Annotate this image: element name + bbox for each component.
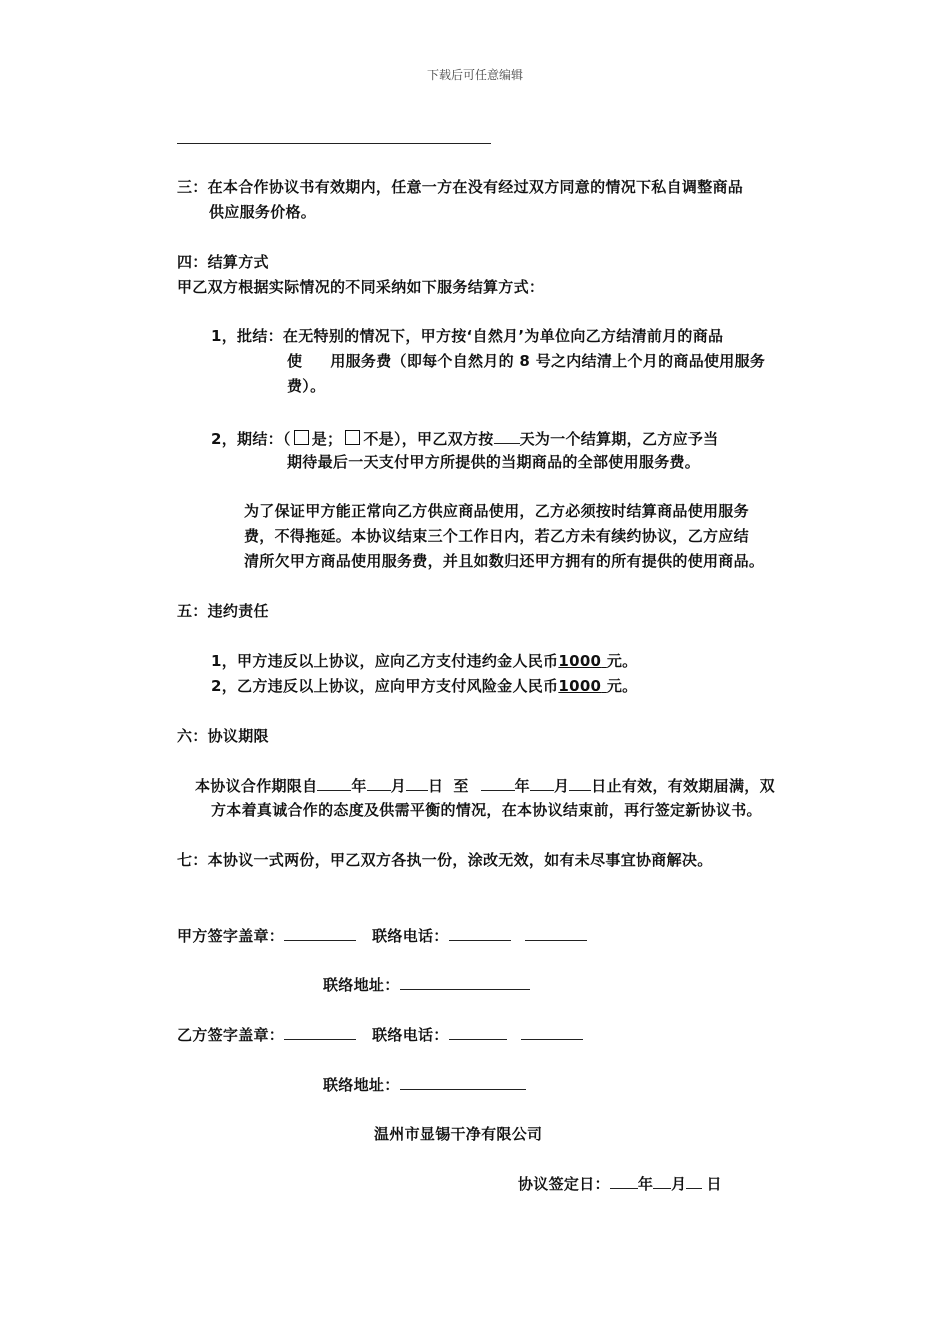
settlement-item-1-line-3: 费）。 (287, 377, 326, 395)
settlement-item-1-line-1: 1，批结：在无特别的情况下，甲方按‘自然月’为单位向乙方结清前月的商品 (211, 327, 724, 345)
term-to: 至 (453, 777, 469, 795)
settlement-item-2-prefix: 2，期结：（ (211, 430, 291, 448)
signing-day-label: 日 (706, 1175, 722, 1193)
penalty-item-1-amount: 1000 (558, 652, 602, 670)
section-6-title: 六：协议期限 (177, 727, 269, 745)
checkbox-no-label: 不是），甲乙双方按 (363, 430, 494, 448)
section-3-line-1: 三：在本合作协议书有效期内，任意一方在没有经过双方同意的情况下私自调整商品 (177, 178, 744, 196)
payment-paragraph-line-1: 为了保证甲方能正常向乙方供应商品使用，乙方必须按时结算商品使用服务 (244, 502, 749, 520)
settlement-item-1-line-2b: 用服务费（即每个自然月的 8 号之内结清上个月的商品使用服务 (330, 352, 766, 370)
party-a-signature-label: 甲方签字盖章： (177, 927, 285, 945)
penalty-item-1 (211, 651, 637, 671)
end-year-blank[interactable] (481, 775, 515, 791)
end-month-label: 月 (553, 777, 570, 795)
end-day-blank[interactable] (569, 775, 591, 791)
party-a-phone-blank-2[interactable] (525, 925, 587, 941)
party-a-signature-blank[interactable] (284, 925, 356, 941)
settlement-item-1-line-2 (287, 351, 765, 371)
signing-day-blank[interactable] (686, 1173, 702, 1189)
party-b-address-row (323, 1074, 526, 1095)
term-line-2: 方本着真诚合作的态度及供需平衡的情况，在本协议结束前，再行签定新协议书。 (211, 801, 762, 819)
section-4-title: 四：结算方式 (177, 253, 269, 271)
section-3-line-2: 供应服务价格。 (209, 203, 317, 221)
party-a-address-label: 联络地址： (323, 976, 400, 994)
start-day-label: 日 (428, 777, 444, 795)
penalty-item-2-unit: 元。 (606, 677, 638, 695)
party-b-phone-blank-2[interactable] (521, 1024, 583, 1040)
settlement-item-1-line-2a: 使 (287, 352, 303, 370)
party-b-signature-row (177, 1024, 583, 1045)
end-month-blank[interactable] (530, 775, 554, 791)
party-a-signature-row (177, 925, 587, 946)
term-intro: 本协议合作期限自 (195, 777, 318, 795)
settlement-item-2-line-1 (211, 428, 718, 449)
checkbox-no[interactable] (345, 430, 360, 445)
party-a-address-blank[interactable] (400, 974, 530, 990)
settlement-item-2-suffix: 天为一个结算期，乙方应予当 (519, 430, 719, 448)
penalty-item-1-unit: 元。 (606, 652, 638, 670)
page-header: 下载后可任意编辑 (426, 68, 523, 82)
party-b-phone-blank-1[interactable] (449, 1024, 507, 1040)
signing-date-label: 协议签定日： (518, 1175, 610, 1193)
signing-year-blank[interactable] (610, 1173, 638, 1189)
start-year-blank[interactable] (317, 775, 351, 791)
company-name: 温州市显锡干净有限公司 (374, 1125, 543, 1143)
party-b-address-label: 联络地址： (323, 1076, 400, 1094)
signing-month-label: 月 (671, 1175, 687, 1193)
divider-line (177, 143, 491, 144)
signing-date-row (518, 1173, 722, 1194)
settlement-item-2-line-2: 期待最后一天支付甲方所提供的当期商品的全部使用服务费。 (287, 453, 701, 471)
start-month-blank[interactable] (367, 775, 391, 791)
penalty-item-2-text: 2，乙方违反以上协议，应向甲方支付风险金人民币 (211, 677, 559, 695)
signing-month-blank[interactable] (653, 1173, 671, 1189)
party-b-address-blank[interactable] (400, 1074, 526, 1090)
payment-paragraph-line-3: 清所欠甲方商品使用服务费，并且如数归还甲方拥有的所有提供的使用商品。 (244, 552, 765, 570)
checkbox-yes[interactable] (294, 430, 309, 445)
end-year-label: 年 (514, 777, 530, 795)
party-a-phone-label: 联络电话： (372, 927, 449, 945)
signing-year-label: 年 (637, 1175, 654, 1193)
section-7: 七：本协议一式两份，甲乙双方各执一份，涂改无效，如有未尽事宜协商解决。 (177, 851, 713, 869)
penalty-item-1-text: 1，甲方违反以上协议，应向乙方支付违约金人民币 (211, 652, 559, 670)
term-end-text: 日止有效，有效期届满，双 (591, 777, 775, 795)
penalty-item-2-amount: 1000 (558, 677, 602, 695)
checkbox-yes-label: 是； (311, 430, 343, 448)
section-4-intro: 甲乙双方根据实际情况的不同采纳如下服务结算方式： (177, 278, 545, 296)
start-year-label: 年 (351, 777, 367, 795)
party-b-signature-blank[interactable] (284, 1024, 356, 1040)
party-b-signature-label: 乙方签字盖章： (177, 1026, 285, 1044)
start-day-blank[interactable] (406, 775, 428, 791)
party-a-phone-blank-1[interactable] (449, 925, 511, 941)
term-line-1 (195, 775, 775, 796)
section-5-title: 五：违约责任 (177, 602, 269, 620)
party-b-phone-label: 联络电话： (372, 1026, 449, 1044)
start-month-label: 月 (390, 777, 407, 795)
party-a-address-row (323, 974, 530, 995)
penalty-item-2 (211, 676, 637, 696)
payment-paragraph-line-2: 费，不得拖延。本协议结束三个工作日内，若乙方未有续约协议，乙方应结 (244, 527, 749, 545)
period-days-blank[interactable] (494, 428, 520, 444)
